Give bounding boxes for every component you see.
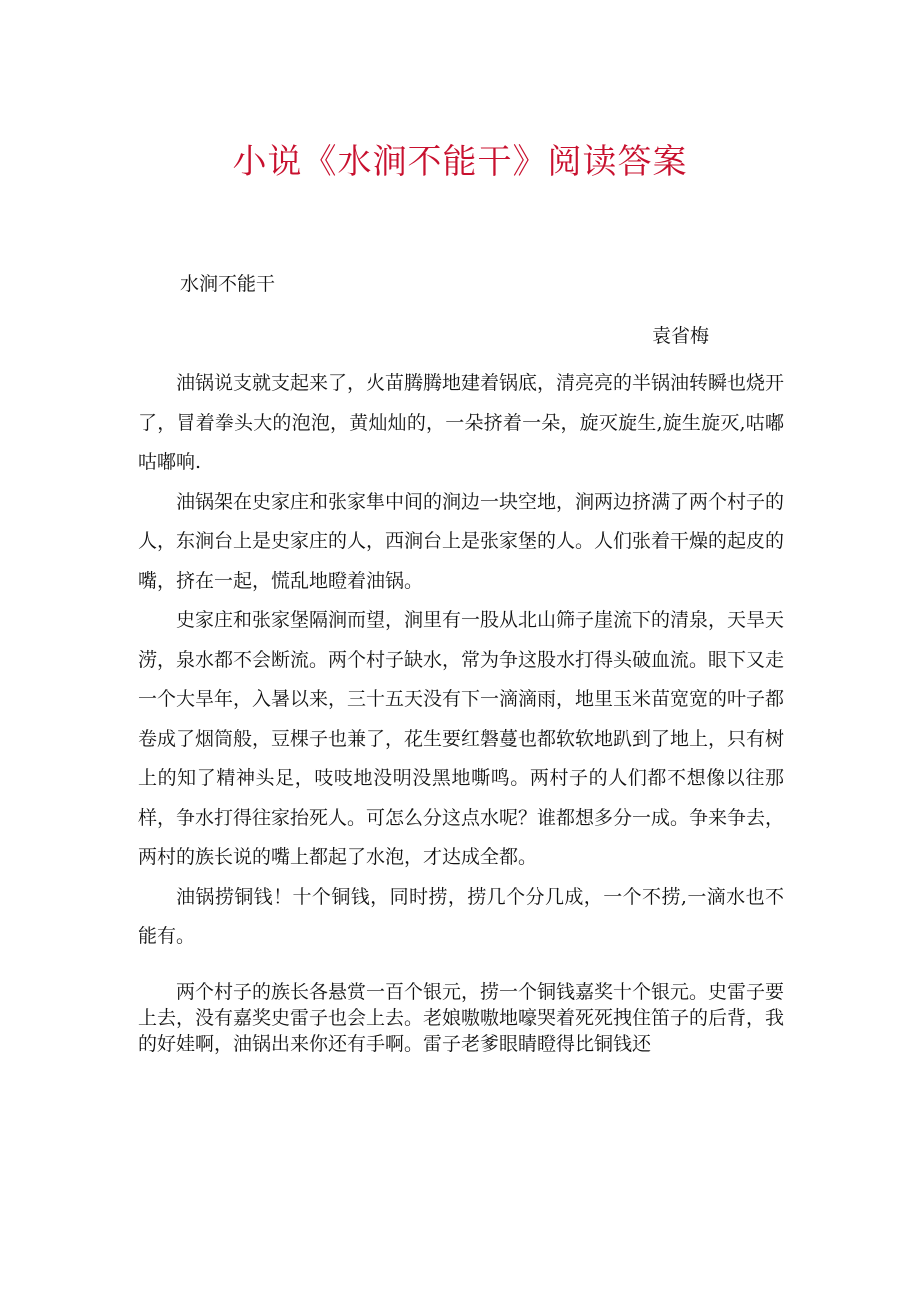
paragraph: 史家庄和张家堡隔涧而望，涧里有一股从北山筛子崖流下的清泉，天旱天涝，泉水都不会断流。两个村子缺水，常为争这股水打得头破血流。眼下又走一个大旱年，入暑以来，三十五天没有下一滴滴雨，地里玉米苗宽宽的叶子都卷成了烟筒般，豆棵子也兼了，花生要红磐蔓也都软软地趴到了地上，只有树上的知了精神头足，吱吱地没明没黑地嘶鸣。两村子的人们都不想像以往那样，争水打得往家抬死人。可怎么分这点水呢？谁都想多分一成。争来争去，两村的族长说的嘴上都起了水泡，才达成全都。 <box>138 609 785 868</box>
story-title: 水涧不能干 <box>180 273 276 295</box>
paragraph: 油锅架在史家庄和张家隼中间的涧边一块空地，涧两边挤满了两个村子的人，东涧台上是史家庄的人，西涧台上是张家堡的人。人们张着干燥的起皮的嘴，挤在一起，慌乱地瞪着油锅。 <box>138 490 785 592</box>
paragraph: 两个村子的族长各悬赏一百个银元，捞一个铜钱嘉奖十个银元。史雷子要上去，没有嘉奖史雷子也会上去。老娘嗷嗷地嚎哭着死死拽住笛子的后背，我的好娃啊，油锅出来你还有手啊。雷子老爹眼睛瞪得比铜钱还 <box>138 980 785 1055</box>
paragraph: 油锅捞铜钱！十个铜钱，同时捞，捞几个分几成，一个不捞,一滴水也不能有。 <box>138 885 784 947</box>
story-body <box>138 364 784 1057</box>
paragraph: 油锅说支就支起来了，火苗腾腾地建着锅底，清亮亮的半锅油转瞬也烧开了，冒着拳头大的泡泡，黄灿灿的，一朵挤着一朵，旋灭旋生,旋生旋灭,咕嘟咕嘟响. <box>138 372 785 473</box>
document-title: 小说《水涧不能干》阅读答案 <box>232 142 688 182</box>
author-name: 袁省梅 <box>652 325 710 347</box>
